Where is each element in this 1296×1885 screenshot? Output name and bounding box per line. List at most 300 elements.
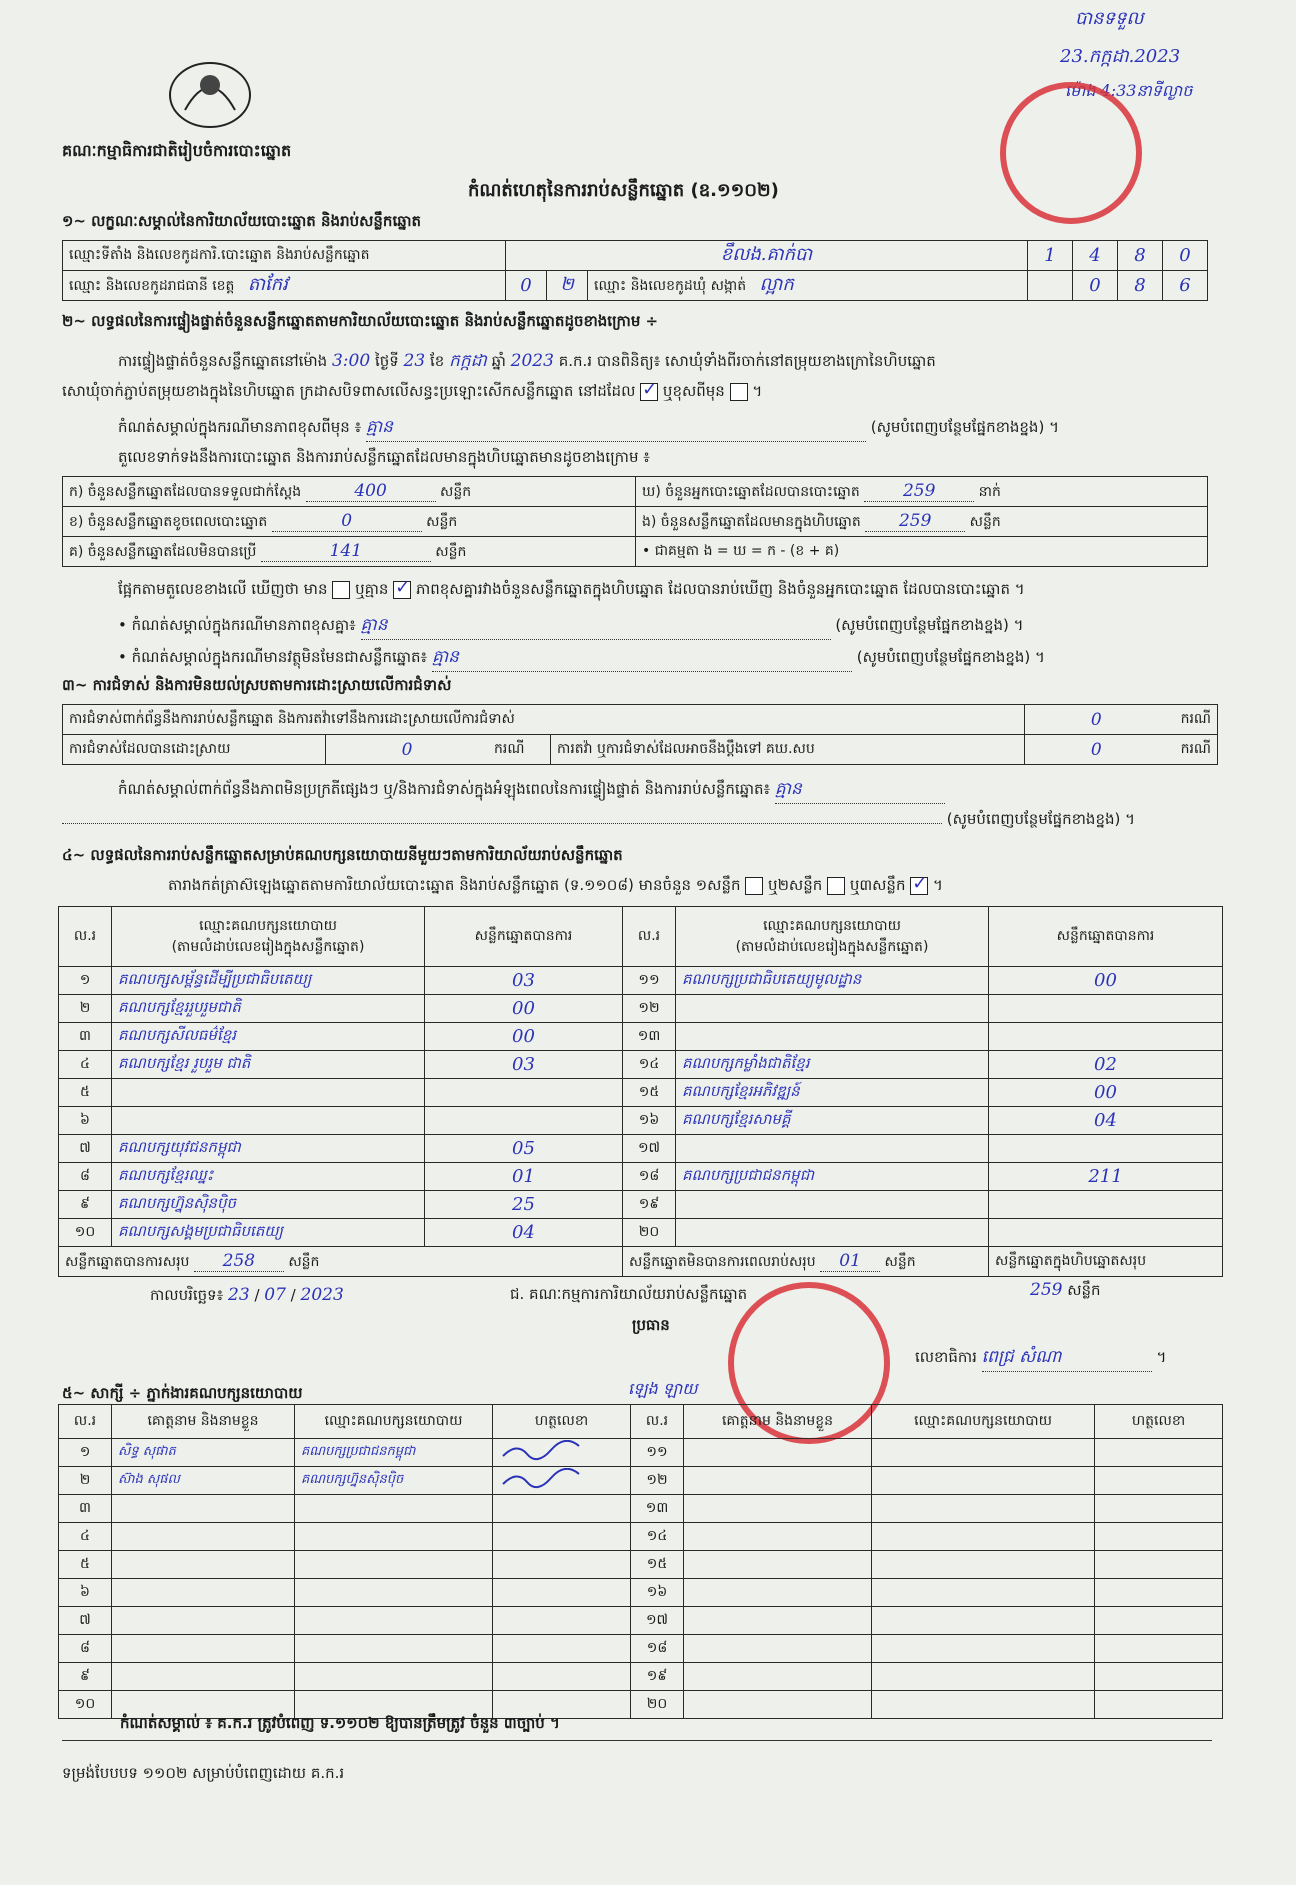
station-code-digit: 0 [1163, 241, 1208, 271]
party-votes: 05 [425, 1135, 623, 1163]
para4-a: ផ្អែកតាមតួលេខខាងលើ ឃើញថា មាន [118, 580, 328, 598]
commune-cell [588, 271, 1028, 301]
w-col-sign-left: ហត្ថលេខា [493, 1405, 631, 1439]
total-invalid-cell [623, 1247, 989, 1277]
total-box-value: 259 [1030, 1280, 1063, 1300]
witness-name [684, 1579, 872, 1607]
station-code-digit: 4 [1073, 241, 1118, 271]
witness-row [59, 1523, 1223, 1551]
same-checkbox[interactable] [640, 383, 658, 401]
col-votes-right: សន្លឹកឆ្នោតបានការ [989, 907, 1223, 967]
signature-scribble [499, 1440, 589, 1462]
station-value: ខឹលង.គាក់បា [506, 241, 1028, 271]
witness-name [684, 1635, 872, 1663]
party-votes: 03 [425, 967, 623, 995]
party-no: ៧ [59, 1135, 112, 1163]
col-party-right-1: ឈ្មោះគណបក្សនយោបាយ [763, 917, 901, 934]
witness-no: ១១ [631, 1439, 684, 1467]
party-votes [989, 1135, 1223, 1163]
nec-logo-icon [165, 55, 255, 130]
row-c-label: គ) ចំនួនសន្លឹកឆ្នោតដែលមិនបានប្រើ [69, 543, 257, 560]
witness-name [684, 1467, 872, 1495]
row-b-cell [63, 507, 636, 537]
para4-c: ភាពខុសគ្នារវាងចំនួនសន្លឹកឆ្នោតក្នុងហិបឆ្នោត ដែលបានរាប់ឃើញ និងចំនួនអ្នកបោះឆ្នោត ដែលបានបោះឆ្នោត ។ [415, 580, 1025, 598]
col-party-left-1: ឈ្មោះគណបក្សនយោបាយ [199, 917, 337, 934]
objection-table [62, 704, 1218, 765]
province-cell [63, 271, 506, 301]
witness-row [59, 1635, 1223, 1663]
section3-note-label: កំណត់សម្គាល់ពាក់ព័ន្ធនឹងភាពមិនប្រក្រតីផ្សេងៗ ឬ/និងការជំទាស់ក្នុងអំឡុងពេលនៃការផ្ទៀងផ្ទាត់ និងការរាប់សន្លឹកឆ្នោត៖ [118, 780, 771, 798]
party-no: ៩ [59, 1191, 112, 1219]
witness-signature [1095, 1439, 1223, 1467]
witness-name [112, 1635, 295, 1663]
col-party-left [112, 907, 425, 967]
witness-signature [1095, 1635, 1223, 1663]
witness-party [295, 1579, 493, 1607]
row-b-label: ខ) ចំនួនសន្លឹកឆ្នោតខូចពេលបោះឆ្នោត [69, 513, 268, 530]
total-box-unit: សន្លឹក [1067, 1281, 1101, 1299]
province-code-digit: ២ [547, 271, 588, 301]
w-col-no-right: ល.រ [631, 1405, 684, 1439]
note3-value: គ្មាន [431, 647, 459, 667]
witness-party [872, 1691, 1095, 1719]
party-rows [59, 967, 1223, 1247]
witness-party [872, 1579, 1095, 1607]
witness-name [684, 1691, 872, 1719]
row-a-unit: សន្លឹក [440, 483, 472, 500]
w-col-sign-right: ហត្ថលេខា [1095, 1405, 1223, 1439]
witness-signature [1095, 1663, 1223, 1691]
party-no: ១៤ [623, 1051, 676, 1079]
party-row [59, 967, 1223, 995]
party-row [59, 1051, 1223, 1079]
chair-label: ប្រធាន [632, 1316, 670, 1334]
row-d-value: 259 [902, 480, 936, 501]
date-day: 23 [228, 1285, 250, 1305]
witness-no: ២០ [631, 1691, 684, 1719]
party-row [59, 1163, 1223, 1191]
witness-signature [493, 1663, 631, 1691]
witness-row [59, 1663, 1223, 1691]
section2-heading: ២~ លទ្ធផលនៃការផ្ទៀងផ្ទាត់ចំនួនសន្លឹកឆ្នោតតាមការិយាល័យបោះឆ្នោត និងរាប់សន្លឹកឆ្នោតដូចខាងក្រោម ÷ [62, 312, 659, 330]
witness-no: ៧ [59, 1607, 112, 1635]
witness-party [295, 1523, 493, 1551]
witness-party [872, 1439, 1095, 1467]
para2-text: សោឃុំចាក់ភ្ជាប់តម្រុយខាងក្នុងនៃហិបឆ្នោត ក្រដាសបិទពាសលើសន្ធះប្រឡោះសើកសន្លឹកឆ្នោត នៅដដែល [62, 382, 636, 400]
date-line: កាលបរិច្ឆេទ៖ 23 / 07 / 2023 [150, 1285, 344, 1305]
witness-no: ៤ [59, 1523, 112, 1551]
province-code-digit: 0 [506, 271, 547, 301]
witness-no: ១៣ [631, 1495, 684, 1523]
party-row [59, 995, 1223, 1023]
party-votes [989, 1219, 1223, 1247]
party-name [676, 1219, 989, 1247]
party-votes [989, 995, 1223, 1023]
commune-code-digit: 0 [1073, 271, 1118, 301]
party-results-table [58, 906, 1223, 1277]
received-stamp-date: 23.កក្កដា.2023 [1060, 46, 1181, 67]
footer-form: ទម្រង់បែបបទ ១១០២ សម្រាប់បំពេញដោយ គ.ក.រ [62, 1764, 345, 1782]
row-e-cell [636, 507, 1208, 537]
col-party-right [676, 907, 989, 967]
row-d-label: ឃ) ចំនួនអ្នកបោះឆ្នោតដែលបានបោះឆ្នោត [642, 483, 860, 500]
section4-heading: ៤~ លទ្ធផលនៃការរាប់សន្លឹកឆ្នោតសម្រាប់គណបក្សនយោបាយនីមួយៗតាមការិយាល័យរាប់សន្លឹកឆ្នោត [62, 846, 623, 864]
section3-note [118, 778, 1218, 804]
party-no: ២០ [623, 1219, 676, 1247]
witness-party [872, 1523, 1095, 1551]
total-box-label: សន្លឹកឆ្នោតក្នុងហិបឆ្នោតសរុប [995, 1253, 1147, 1269]
witness-signature [493, 1607, 631, 1635]
col-no-right: ល.រ [623, 907, 676, 967]
witness-table [58, 1404, 1223, 1719]
witness-signature [1095, 1495, 1223, 1523]
witness-party [872, 1495, 1095, 1523]
party-name [676, 1135, 989, 1163]
witness-party [872, 1551, 1095, 1579]
party-name: គណបក្សកម្លាំងជាតិខ្មែរ [676, 1051, 989, 1079]
objection-row2b-unit: ករណី [1167, 735, 1217, 765]
no-diff-checkbox[interactable] [393, 581, 411, 599]
witness-party [295, 1607, 493, 1635]
witness-row [59, 1495, 1223, 1523]
witness-name [112, 1607, 295, 1635]
station-code-digit: 8 [1118, 241, 1163, 271]
secretary-label: លេខាធិការ [915, 1348, 977, 1366]
witness-signature [1095, 1691, 1223, 1719]
objection-row2-label: ការជំទាស់ដែលបានដោះស្រាយ [63, 735, 326, 765]
party-no: ៦ [59, 1107, 112, 1135]
total-box-value-line [1030, 1280, 1101, 1303]
date-month: 07 [264, 1285, 286, 1305]
row-e-label: ង) ចំនួនសន្លឹកឆ្នោតដែលមានក្នុងហិបឆ្នោត [642, 513, 861, 530]
section1-table [62, 240, 1208, 301]
total-invalid-unit: សន្លឹក [884, 1253, 916, 1270]
witness-signature [493, 1523, 631, 1551]
witness-party [872, 1467, 1095, 1495]
party-no: ១១ [623, 967, 676, 995]
witness-name [112, 1495, 295, 1523]
commune-value: ល្អាក [759, 274, 794, 295]
note1-label: កំណត់សម្គាល់ក្នុងករណីមានភាពខុសពីមុន ៖ [118, 418, 362, 436]
para1-text-b: ថ្ងៃទី [374, 352, 399, 370]
para1-text-a: ការផ្ទៀងផ្ទាត់ចំនួនសន្លឹកឆ្នោតនៅម៉ោង [118, 352, 328, 370]
secretary-line: លេខាធិការ ពេជ្រ សំណា ។ [915, 1346, 1166, 1372]
party-name: គណបក្សហ្វ៊ុនស៊ិនប៉ិច [112, 1191, 425, 1219]
party-name: គណបក្សខ្មែរសាមគ្គី [676, 1107, 989, 1135]
party-name: គណបក្សសីលធម៌ខ្មែរ [112, 1023, 425, 1051]
org-name: គណៈកម្មាធិការជាតិរៀបចំការបោះឆ្នោត [62, 141, 292, 160]
secretary-name: ពេជ្រ សំណា [981, 1347, 1062, 1367]
party-name: គណបក្សប្រជាជនកម្ពុជា [676, 1163, 989, 1191]
row-c-cell [63, 537, 636, 567]
witness-signature [493, 1551, 631, 1579]
station-label: ឈ្មោះទីតាំង និងលេខកូដការិ.បោះឆ្នោត និងរាប់សន្លឹកឆ្នោត [63, 241, 506, 271]
objection-row2b-value: 0 [1025, 735, 1168, 765]
witness-party [295, 1495, 493, 1523]
party-votes: 00 [989, 1079, 1223, 1107]
witness-no: ២ [59, 1467, 112, 1495]
witness-row [59, 1467, 1223, 1495]
witness-no: ១៥ [631, 1551, 684, 1579]
total-invalid-value: 01 [839, 1250, 861, 1271]
witness-row [59, 1439, 1223, 1467]
note2-fill: (សូមបំពេញបន្ថែមផ្នែកខាងខ្នង) ។ [835, 616, 1024, 634]
note2-line [118, 614, 1208, 640]
party-no: ១៦ [623, 1107, 676, 1135]
formula-text: • ជាគម្មតា ង = ឃ = ក - (ខ + គ) [642, 543, 840, 559]
witness-no: ១៤ [631, 1523, 684, 1551]
total-box-cell [989, 1247, 1223, 1277]
party-name [112, 1079, 425, 1107]
signature-scribble [499, 1468, 589, 1490]
party-votes [989, 1191, 1223, 1219]
total-valid-label: សន្លឹកឆ្នោតបានការសរុប [65, 1253, 190, 1270]
check-month: កក្កដា [449, 351, 487, 371]
three-sheet-checkbox[interactable] [910, 877, 928, 895]
col-party-left-2: (តាមលំដាប់លេខរៀងក្នុងសន្លឹកឆ្នោត) [171, 938, 365, 955]
party-votes: 00 [989, 967, 1223, 995]
witness-signature [493, 1579, 631, 1607]
row-b-unit: សន្លឹក [426, 513, 458, 530]
witness-party: គណបក្សប្រជាជនកម្ពុជា [295, 1439, 493, 1467]
witness-name [684, 1663, 872, 1691]
para2-or: ឬខុសពីមុន [662, 382, 725, 400]
party-no: ៨ [59, 1163, 112, 1191]
section3-note-dots [62, 823, 942, 824]
section2-para1 [118, 350, 1218, 375]
row-e-unit: សន្លឹក [969, 513, 1001, 530]
witness-no: ១ [59, 1439, 112, 1467]
check-day: 23 [403, 351, 426, 371]
party-votes [425, 1107, 623, 1135]
witness-name [112, 1579, 295, 1607]
party-no: ១២ [623, 995, 676, 1023]
party-votes: 02 [989, 1051, 1223, 1079]
w-col-no-left: ល.រ [59, 1405, 112, 1439]
col-party-right-2: (តាមលំដាប់លេខរៀងក្នុងសន្លឹកឆ្នោត) [735, 938, 929, 955]
party-name: គណបក្សខ្មែររួបរួមជាតិ [112, 995, 425, 1023]
witness-no: ១៨ [631, 1635, 684, 1663]
party-row [59, 1107, 1223, 1135]
chair-name: ឡេង ឡាយ [628, 1379, 698, 1398]
section2-para2: សោឃុំចាក់ភ្ជាប់តម្រុយខាងក្នុងនៃហិបឆ្នោត ក្រដាសបិទពាសលើសន្ធះប្រឡោះសើកសន្លឹកឆ្នោត នៅដដែល ✓ ឬខុសពីមុន ។ [62, 382, 762, 404]
witness-name [684, 1495, 872, 1523]
witness-no: ៦ [59, 1579, 112, 1607]
received-stamp-line1: បានទទួល [1075, 8, 1144, 29]
witness-row [59, 1551, 1223, 1579]
row-b-value: 0 [341, 510, 353, 531]
w-col-party-right: ឈ្មោះគណបក្សនយោបាយ [872, 1405, 1095, 1439]
received-stamp-time: ម៉ោង 4:33នាទីល្ងាច [1065, 81, 1193, 100]
objection-row2-value: 0 [326, 735, 489, 765]
party-name: គណបក្សប្រជាធិបតេយ្យមូលដ្ឋាន [676, 967, 989, 995]
row-c-unit: សន្លឹក [435, 543, 467, 560]
witness-signature [493, 1439, 631, 1467]
party-row [59, 1135, 1223, 1163]
w-col-name-right: គោត្តនាម និងនាមខ្លួន [684, 1405, 872, 1439]
party-name [676, 1023, 989, 1051]
witness-signature [1095, 1467, 1223, 1495]
committee-label: ជ. គណៈកម្មការការិយាល័យរាប់សន្លឹកឆ្នោត [510, 1285, 748, 1303]
total-valid-value: 258 [222, 1250, 256, 1271]
party-votes [989, 1023, 1223, 1051]
formula-cell [636, 537, 1208, 567]
party-no: ១០ [59, 1219, 112, 1247]
witness-name: សិទ្ធ សុផាត [112, 1439, 295, 1467]
section3-note-fill: (សូមបំពេញបន្ថែមផ្នែកខាងខ្នង) ។ [946, 810, 1136, 828]
witness-no: ១៦ [631, 1579, 684, 1607]
witness-no: ៩ [59, 1663, 112, 1691]
party-votes: 04 [989, 1107, 1223, 1135]
note3-label: • កំណត់សម្គាល់ក្នុងករណីមានវត្ថុមិនមែនជាសន្លឹកឆ្នោត៖ [118, 648, 428, 666]
witness-row [59, 1607, 1223, 1635]
party-no: ២ [59, 995, 112, 1023]
para4 [118, 580, 1218, 602]
w-col-name-left: គោត្តនាម និងនាមខ្លួន [112, 1405, 295, 1439]
witness-signature [493, 1495, 631, 1523]
row-a-label: ក) ចំនួនសន្លឹកឆ្នោតដែលបានទទួលជាក់ស្ដែង [69, 483, 302, 500]
party-no: ១៨ [623, 1163, 676, 1191]
para1-text-e: គ.ក.រ បានពិនិត្យ៖ សោឃុំទាំងពីរចាក់នៅតម្រុយខាងក្រោនៃហិបឆ្នោត [558, 352, 936, 370]
party-row [59, 1191, 1223, 1219]
party-name: គណបក្សយុវជនកម្ពុជា [112, 1135, 425, 1163]
objection-row1-unit: ករណី [1167, 705, 1217, 735]
para1-text-c: ខែ [429, 352, 445, 370]
party-no: ១ [59, 967, 112, 995]
objection-row2b-label: ការតវ៉ា ឬការជំទាស់ដែលអាចនឹងប្ដឹងទៅ គឃ.សប [551, 735, 1025, 765]
date-label: កាលបរិច្ឆេទ៖ [150, 1286, 224, 1304]
witness-no: ៣ [59, 1495, 112, 1523]
row-a-cell [63, 477, 636, 507]
objection-row1-label: ការជំទាស់ពាក់ព័ន្ធនឹងការរាប់សន្លឹកឆ្នោត និងការតវ៉ាទៅនឹងការដោះស្រាយលើការជំទាស់ [63, 705, 1025, 735]
witness-signature [1095, 1579, 1223, 1607]
witness-name [112, 1551, 295, 1579]
witness-party [295, 1663, 493, 1691]
party-name: គណបក្សខ្មែរ រួបរួម ជាតិ [112, 1051, 425, 1079]
witness-signature [1095, 1523, 1223, 1551]
col-no-left: ល.រ [59, 907, 112, 967]
witness-name [112, 1663, 295, 1691]
witness-party [872, 1607, 1095, 1635]
section1-heading: ១~ លក្ខណៈសម្គាល់នៃការិយាល័យបោះឆ្នោត និងរាប់សន្លឹកឆ្នោត [62, 212, 422, 230]
two-sheet-label: ឬ២សន្លឹក [768, 876, 823, 894]
party-no: ៤ [59, 1051, 112, 1079]
note3-fill: (សូមបំពេញបន្ថែមផ្នែកខាងខ្នង) ។ [856, 648, 1045, 666]
party-no: ១៧ [623, 1135, 676, 1163]
note1-line [118, 416, 1208, 442]
total-invalid-label: សន្លឹកឆ្នោតមិនបានការពេលរាប់សរុប [629, 1253, 816, 1270]
party-no: ៥ [59, 1079, 112, 1107]
para1-text-d: ឆ្នាំ [491, 352, 506, 370]
witness-signature [493, 1467, 631, 1495]
commune-label: ឈ្មោះ និងលេខកូដឃុំ សង្កាត់ [594, 278, 747, 294]
note2-value: គ្មាន [360, 615, 388, 635]
party-votes: 25 [425, 1191, 623, 1219]
party-name: គណបក្សខ្មែរឈ្នះ [112, 1163, 425, 1191]
witness-party [295, 1635, 493, 1663]
col-votes-left: សន្លឹកឆ្នោតបានការ [425, 907, 623, 967]
witness-signature [1095, 1607, 1223, 1635]
party-no: ១៥ [623, 1079, 676, 1107]
party-name [112, 1107, 425, 1135]
note1-fill: (សូមបំពេញបន្ថែមផ្នែកខាងខ្នង) ។ [870, 418, 1059, 436]
note1-value: គ្មាន [365, 417, 393, 437]
commune-code-digit: 6 [1163, 271, 1208, 301]
province-value: តាកែវ [247, 274, 288, 295]
witness-name [684, 1439, 872, 1467]
witness-no: ៥ [59, 1551, 112, 1579]
para3: តួលេខទាក់ទងនឹងការបោះឆ្នោត និងការរាប់សន្លឹកឆ្នោតដែលមានក្នុងហិបឆ្នោតមានដូចខាងក្រោម ៖ [118, 448, 650, 466]
witness-party [295, 1551, 493, 1579]
witness-no: ១២ [631, 1467, 684, 1495]
party-name: គណបក្សសម្ព័ន្ធដើម្បីប្រជាធិបតេយ្យ [112, 967, 425, 995]
section4-intro-text: តារាងកត់ត្រាស៊ឡេងឆ្នោតតាមការិយាល័យបោះឆ្នោត និងរាប់សន្លឹកឆ្នោត (ទ.១១០៨) មានចំនួន ១សន្លឹក [168, 876, 741, 894]
section5-heading: ៥~ សាក្សី ÷ ភ្នាក់ងារគណបក្សនយោបាយ [62, 1384, 303, 1402]
vote-count-table [62, 476, 1208, 567]
row-d-unit: នាក់ [978, 483, 1001, 500]
footer-divider [62, 1740, 1212, 1741]
witness-no: ៨ [59, 1635, 112, 1663]
party-no: ១៣ [623, 1023, 676, 1051]
three-sheet-label: ឬ៣សន្លឹក [849, 876, 906, 894]
two-sheet-checkbox[interactable] [827, 877, 845, 895]
party-votes: 01 [425, 1163, 623, 1191]
commune-code-digit: 8 [1118, 271, 1163, 301]
party-votes: 03 [425, 1051, 623, 1079]
check-year: 2023 [510, 351, 554, 371]
party-row [59, 1219, 1223, 1247]
witness-signature [1095, 1551, 1223, 1579]
para4-b: ឬគ្មាន [355, 580, 389, 598]
party-votes [425, 1079, 623, 1107]
total-valid-cell [59, 1247, 623, 1277]
check-time: 3:00 [331, 351, 371, 371]
party-votes: 04 [425, 1219, 623, 1247]
party-row [59, 1023, 1223, 1051]
witness-row [59, 1579, 1223, 1607]
witness-party [872, 1663, 1095, 1691]
party-name: គណបក្សសង្គមប្រជាធិបតេយ្យ [112, 1219, 425, 1247]
one-sheet-checkbox[interactable] [745, 877, 763, 895]
witness-no: ១៧ [631, 1607, 684, 1635]
w-col-party-left: ឈ្មោះគណបក្សនយោបាយ [295, 1405, 493, 1439]
section3-note-value: គ្មាន [774, 779, 802, 799]
date-year: 2023 [300, 1285, 344, 1305]
row-c-value: 141 [329, 540, 363, 561]
witness-party [872, 1635, 1095, 1663]
note2-label: • កំណត់សម្គាល់ក្នុងករណីមានភាពខុសគ្នា៖ [118, 616, 356, 634]
station-code-digit: 1 [1028, 241, 1073, 271]
party-votes: 211 [989, 1163, 1223, 1191]
witness-name [684, 1551, 872, 1579]
note1-dots [366, 416, 866, 442]
has-diff-checkbox[interactable] [332, 581, 350, 599]
objection-row1-value: 0 [1025, 705, 1168, 735]
witness-name [112, 1523, 295, 1551]
party-row [59, 1079, 1223, 1107]
commune-seal [1000, 82, 1142, 224]
party-votes: 00 [425, 995, 623, 1023]
party-name [676, 995, 989, 1023]
form-title: កំណត់ហេតុនៃការរាប់សន្លឹកឆ្នោត (ឧ.១១០២) [468, 180, 779, 201]
note3-line [118, 646, 1208, 672]
total-valid-unit: សន្លឹក [288, 1253, 320, 1270]
party-name: គណបក្សខ្មែរអភិវឌ្ឍន៍ [676, 1079, 989, 1107]
party-votes: 00 [425, 1023, 623, 1051]
different-checkbox[interactable] [730, 383, 748, 401]
row-e-value: 259 [898, 510, 932, 531]
witness-rows [59, 1439, 1223, 1719]
